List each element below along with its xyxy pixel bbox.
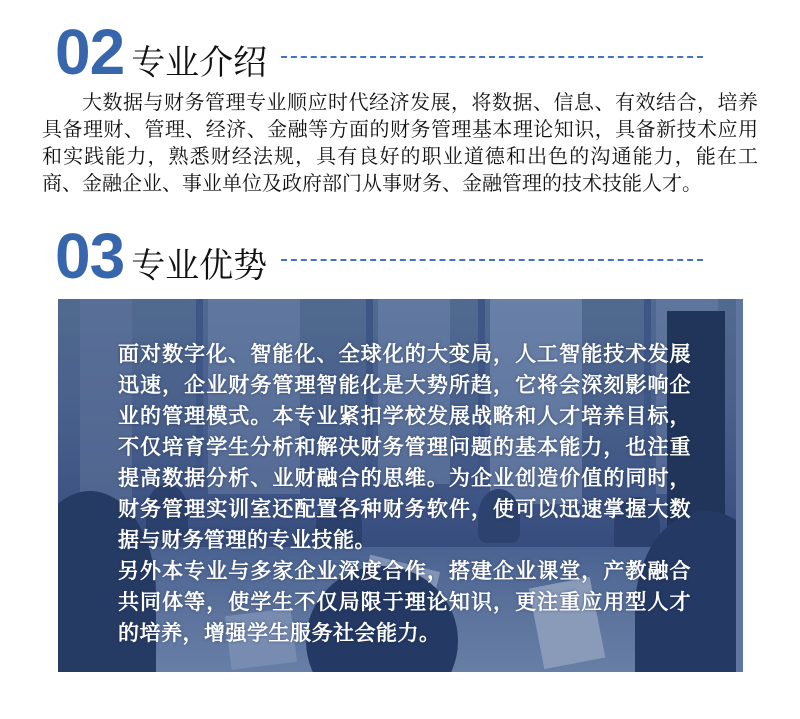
advantage-overlay-text <box>118 339 691 649</box>
section-intro-title: 专业介绍 <box>131 43 268 82</box>
section-advantage <box>42 219 758 673</box>
section-advantage-title: 专业优势 <box>131 247 268 286</box>
advantage-paragraph-1: 面对数字化、智能化、全球化的大变局，人工智能技术发展迅速，企业财务管理智能化是大势所趋，它将会深刻影响企业的管理模式。本专业紧扣学校发展战略和人才培养目标，不仅培育学生分析和解决财务管理问题的基本能力，也注重提高数据分析、业财融合的思维。为企业创造价值的同时，财务管理实训室还配置各种财务软件，使可以迅速掌握大数据与财务管理的专业技能。 <box>118 343 691 553</box>
section-intro-header <box>55 16 758 88</box>
advantage-paragraph-2: 另外本专业与多家企业深度合作，搭建企业课堂，产教融合共同体等，使学生不仅局限于理论知识，更注重应用型人才的培养，增强学生服务社会能力。 <box>118 560 691 646</box>
section-advantage-header <box>55 219 758 292</box>
classroom-photo <box>58 299 743 672</box>
section-intro-body-text: 大数据与财务管理专业顺应时代经济发展，将数据、信息、有效结合，培养具备理财、管理、经济、金融等方面的财务管理基本理论知识，具备新技术应用和实践能力，熟悉财经法规，具有良好的职业道德和出色的沟通能力，能在工商、金融企业、事业单位及政府部门从事财务、金融管理的技术技能人才。 <box>42 91 758 195</box>
section-advantage-dashed-divider <box>281 259 703 261</box>
section-intro <box>42 16 758 198</box>
section-intro-dashed-divider <box>281 56 703 58</box>
section-advantage-number: 03 <box>55 219 125 292</box>
section-intro-number: 02 <box>55 16 125 88</box>
